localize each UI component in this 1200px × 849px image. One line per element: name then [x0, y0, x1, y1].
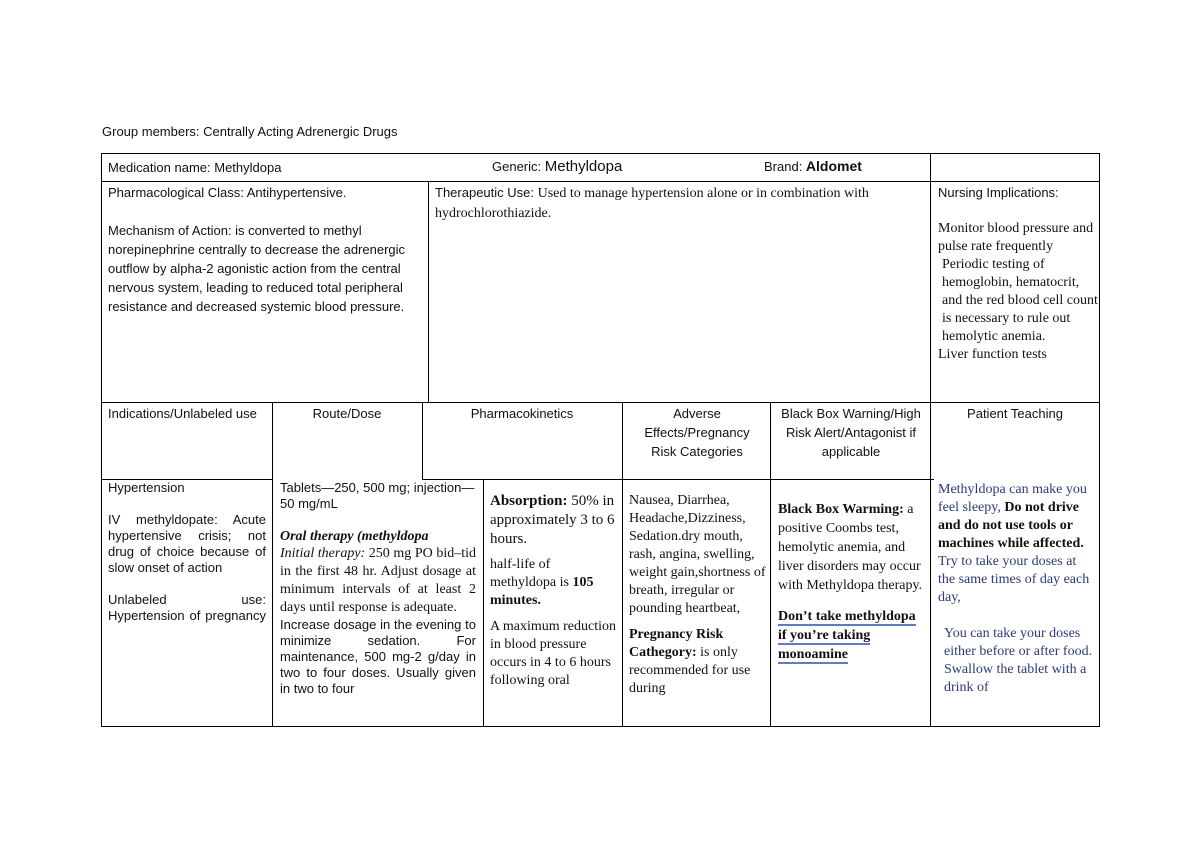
table-rule [428, 181, 429, 403]
max-reduction-text: A maximum reduction in blood pressure occurs in 4 to 6 hours following oral [490, 619, 616, 688]
table-rule [930, 153, 931, 727]
half-life-value: 105 minutes. [490, 575, 594, 608]
table-rule [101, 402, 1100, 403]
teaching-warning-end: . [1080, 536, 1084, 551]
pregnancy-risk-value: is only recommended for use during [629, 645, 751, 696]
nursing-item: Monitor blood pressure and pulse rate frequently [938, 221, 1094, 254]
table-rule [770, 402, 771, 727]
brand-field [764, 157, 926, 178]
black-box-warning: Don’t take methyldopa if you’re taking monoamine [778, 609, 916, 662]
column-header-adverse-effects: Adverse Effects/Pregnancy Risk Categories [644, 406, 750, 459]
class-value: Antihypertensive. [246, 185, 347, 200]
absorption-value: 50% in approximately 3 to 6 hours. [490, 493, 615, 547]
therapeutic-value: Used to manage hypertension alone or in combination with hydrochlorothiazide. [435, 186, 869, 221]
medication-value: Methyldopa [214, 160, 282, 175]
mechanism-label: Mechanism of Action: [108, 223, 236, 238]
mechanism-value: is converted to methyl norepinephrine centrally to decrease the adrenergic outflow by alpha-2 agonistic action from the central nervous system, leading to reduced total peripheral resistance and decreased systemic blood pressure. [108, 223, 406, 314]
therapeutic-label: Therapeutic Use: [435, 185, 538, 200]
route-tablets: Tablets—250, 500 mg; injection—50 mg/mL [280, 480, 475, 511]
indication-text: Unlabeled use: Hypertension of pregnancy [108, 592, 266, 623]
black-box-label: Black Box Warming: [778, 502, 904, 517]
initial-therapy-label: Initial therapy: [280, 546, 366, 561]
table-rule [622, 402, 623, 727]
adverse-effects-cell [629, 492, 767, 724]
nursing-implications-cell [938, 183, 1098, 401]
teaching-food: You can take your doses either before or after food. Swallow the tablet with a drink of [944, 626, 1093, 695]
class-label: Pharmacological Class: [108, 185, 247, 200]
indications-cell [108, 480, 266, 725]
group-members-title: Group members: Centrally Acting Adrenergic Drugs [102, 124, 398, 139]
column-header-route: Route/Dose [312, 406, 382, 421]
therapeutic-use-cell [435, 183, 925, 243]
pregnancy-risk-label: Pregnancy Risk Cathegory: [629, 627, 724, 660]
absorption-label: Absorption: [490, 493, 568, 509]
column-header-black-box: Black Box Warning/High Risk Alert/Antagonist if applicable [781, 406, 921, 459]
pharmacological-class-cell [108, 183, 424, 399]
table-rule [422, 479, 934, 480]
table-rule [101, 181, 1100, 182]
generic-value: Methyldopa [544, 158, 623, 175]
generic-field [492, 157, 752, 178]
table-rule [483, 479, 484, 727]
teaching-timing: Try to take your doses at the same times of day each day, [938, 554, 1090, 605]
initial-therapy-text: 250 mg PO bid–tid in the first 48 hr. Adjust dosage at minimum intervals of at least 2 days until response is adequate. [280, 546, 476, 615]
black-box-value: a positive Coombs test, hemolytic anemia, and liver disorders may occur with Methyldopa therapy. [778, 502, 923, 593]
brand-value: Aldomet [805, 158, 862, 174]
nursing-label: Nursing Implications: [938, 185, 1059, 200]
patient-teaching-cell [938, 481, 1096, 724]
medication-name-field [108, 158, 488, 178]
nursing-item: Periodic testing of hemoglobin, hematocrit, and the red blood cell count is necessary to rule out hemolytic anemia. [942, 257, 1098, 344]
route-dose-cell [280, 480, 476, 725]
increase-dosage-text: Increase dosage in the evening to minimize sedation. For maintenance, 500 mg-2 g/day in two to four doses. Usually given in two to four [280, 617, 476, 696]
teaching-warning: Do not drive and do not use tools or machines while affected [938, 500, 1081, 551]
table-border-right [1099, 153, 1100, 727]
table-border-top [101, 153, 1100, 154]
pharmacokinetics-cell [490, 492, 618, 724]
oral-therapy-title: Oral therapy (methyldopa [280, 529, 429, 544]
brand-label: Brand: [764, 159, 806, 174]
column-header-pharmacokinetics: Pharmacokinetics [470, 406, 574, 421]
indication-text: IV methyldopate: Acute hypertensive crisis; not drug of choice because of slow onset of action [108, 512, 266, 575]
nursing-item: Liver function tests [938, 347, 1047, 362]
column-header-indications: Indications/Unlabeled use [108, 406, 257, 421]
generic-label: Generic: [492, 159, 545, 174]
adverse-effects-text: Nausea, Diarrhea, Headache,Dizziness, Sedation.dry mouth, rash, angina, swelling, weight gain,shortness of breath, irregular or pounding heartbeat, [629, 493, 766, 616]
black-box-cell [778, 500, 926, 724]
teaching-intro: Methyldopa can make you feel sleepy, [938, 482, 1087, 515]
table-border-left [101, 153, 102, 727]
half-life-text: half-life of methyldopa is [490, 557, 573, 590]
table-border-bottom [101, 726, 1100, 727]
medication-label: Medication name: [108, 160, 215, 175]
indication-text: Hypertension [108, 480, 185, 495]
column-header-patient-teaching: Patient Teaching [967, 406, 1063, 421]
